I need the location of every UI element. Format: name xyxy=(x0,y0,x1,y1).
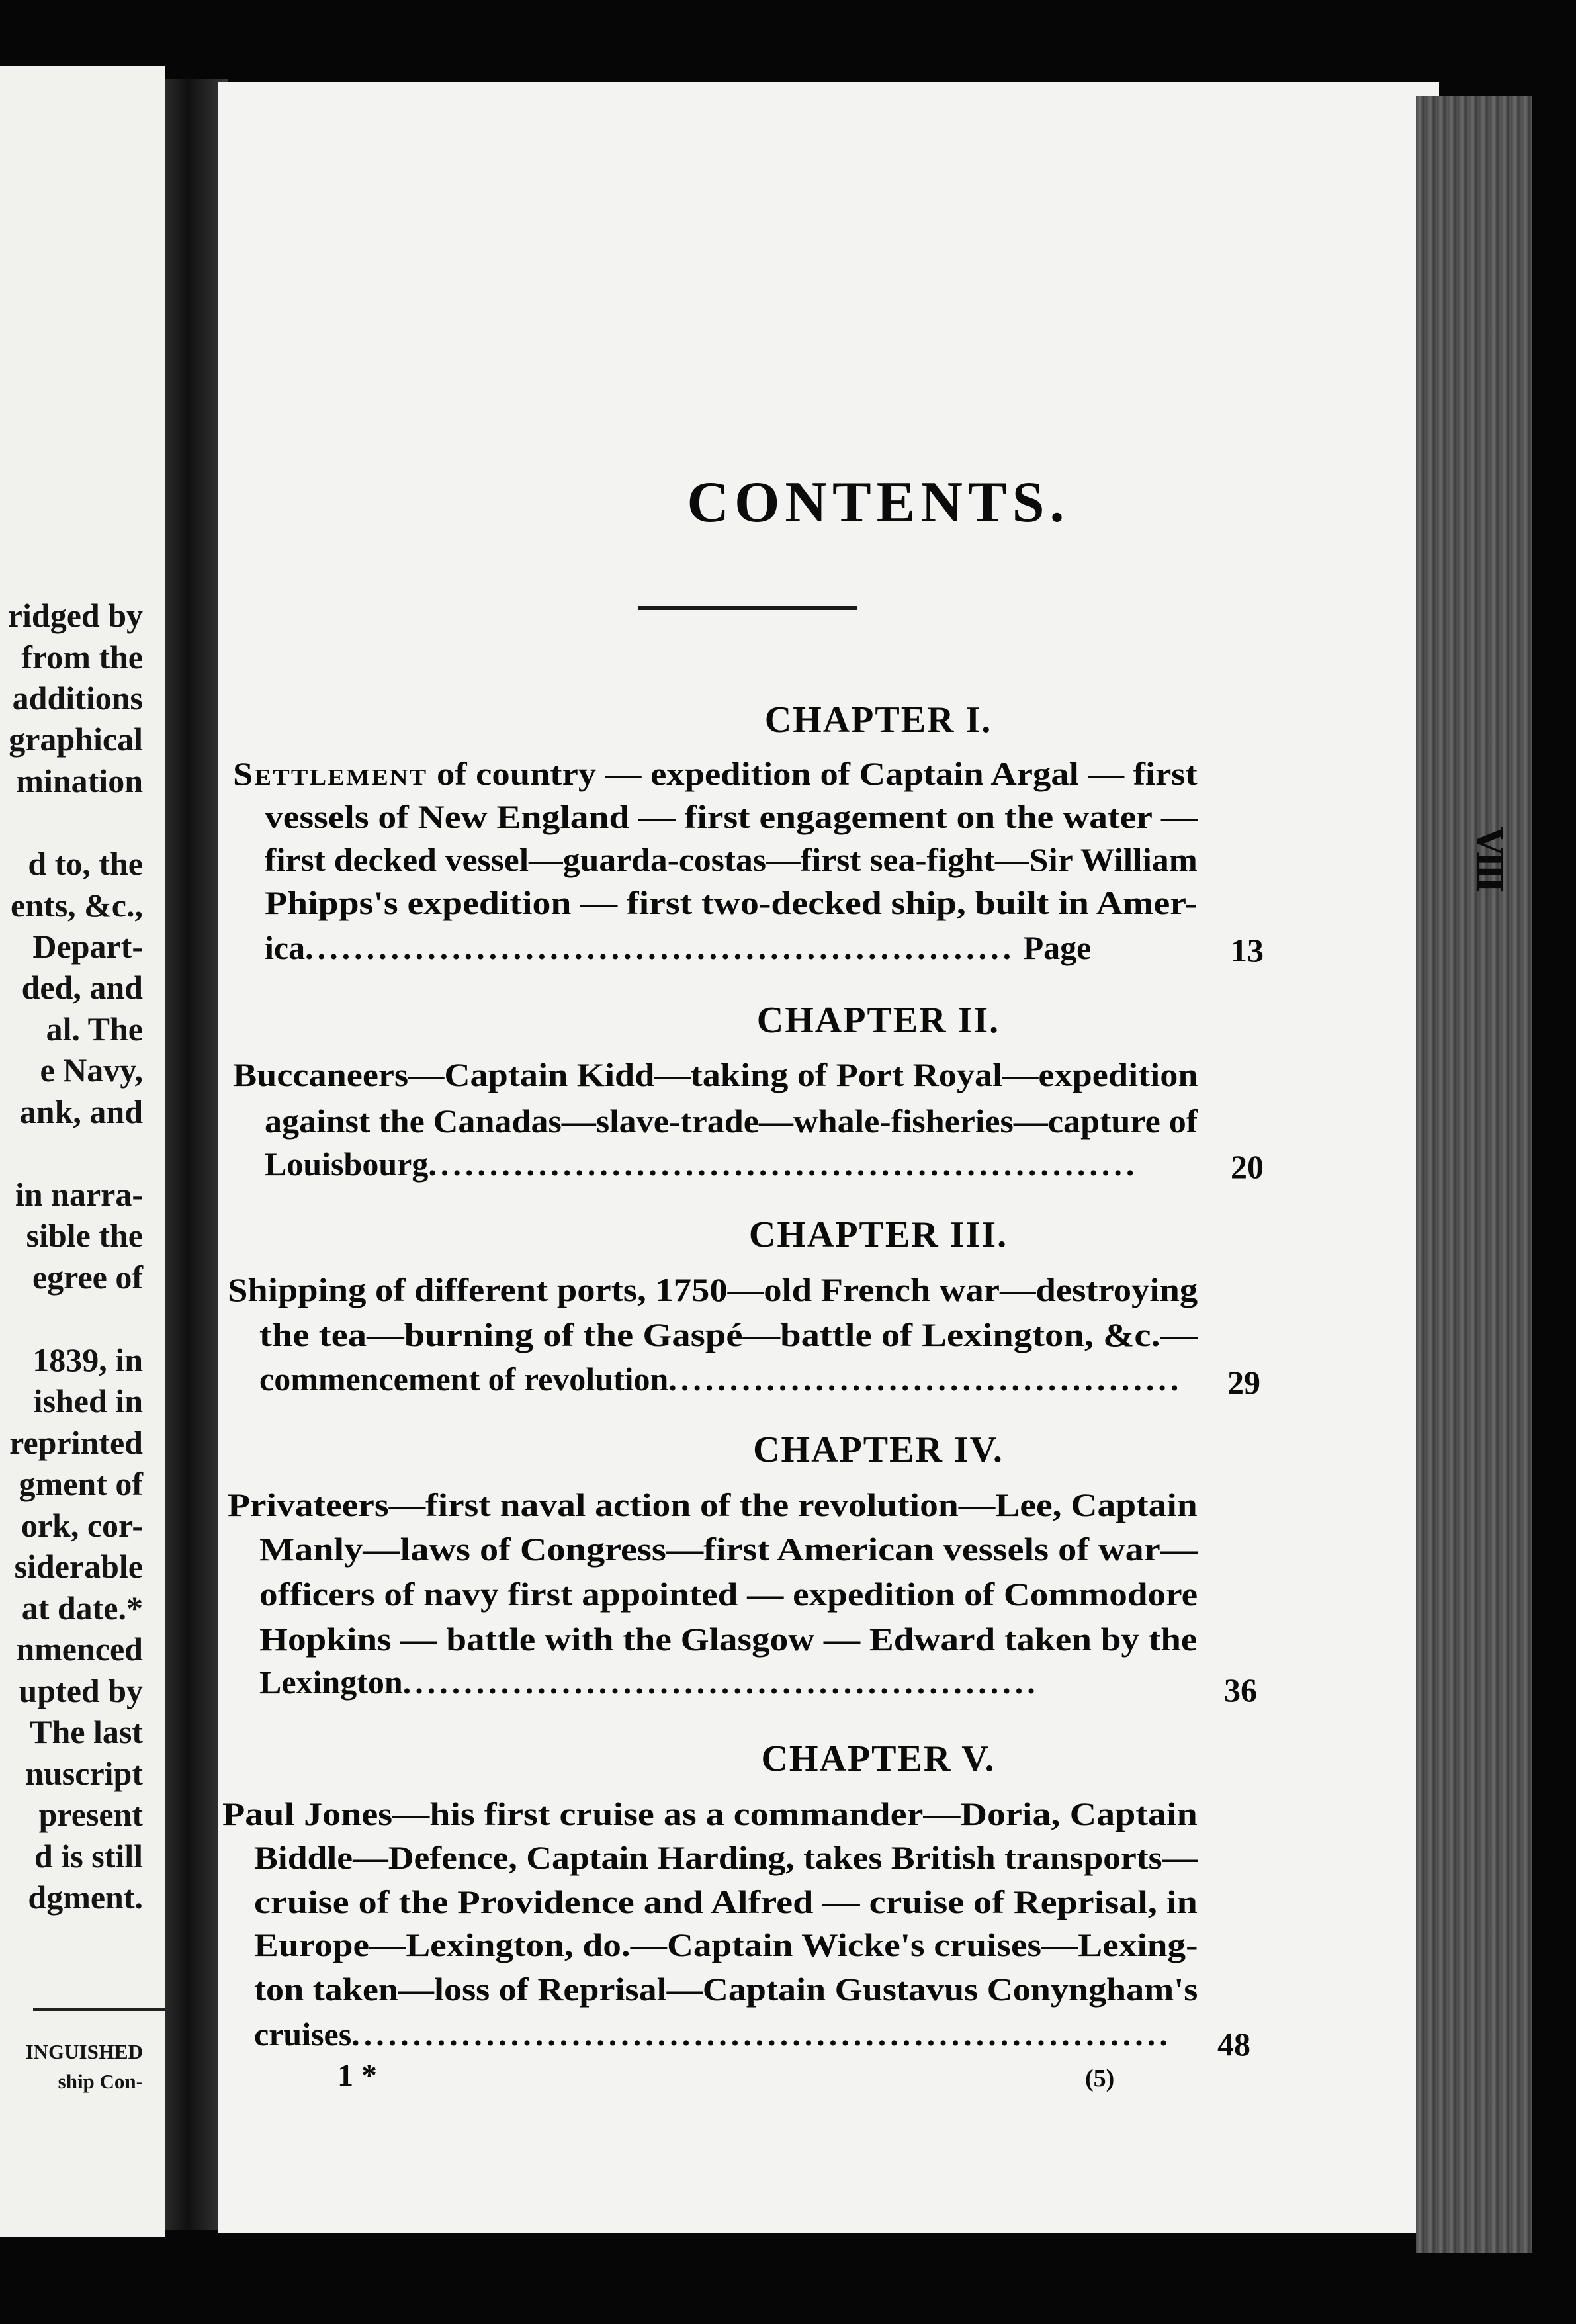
contents-page xyxy=(218,82,1439,2233)
chapter-heading: CHAPTER I. xyxy=(764,699,992,740)
title-rule xyxy=(638,606,857,610)
previous-page-line: at date.* xyxy=(21,1589,143,1627)
previous-page-fragment xyxy=(0,66,165,2237)
entry-line: Phipps's expedition — first two-decked ship, built in Amer- xyxy=(265,884,1198,921)
entry-line: vessels of New England — first engagement on the water — xyxy=(265,798,1198,835)
page-number: 48 xyxy=(1217,2026,1250,2063)
previous-page-line: e Navy, xyxy=(40,1051,143,1089)
previous-page-line: dgment. xyxy=(28,1879,143,1916)
previous-page-line: upted by xyxy=(19,1672,143,1709)
page-folio: (5) xyxy=(1085,2065,1115,2092)
chapter-heading: CHAPTER IV. xyxy=(753,1429,1004,1470)
page-number: 20 xyxy=(1231,1148,1264,1185)
previous-page-line: graphical xyxy=(9,721,143,758)
entry-line: ton taken—loss of Reprisal—Captain Gustavus Conyngham's xyxy=(254,1971,1198,2008)
previous-page-line: ork, cor- xyxy=(21,1507,143,1544)
footnote-rule xyxy=(33,2008,165,2011)
entry-line: Europe—Lexington, do.—Captain Wicke's cruises—Lexing- xyxy=(254,1926,1198,1963)
previous-page-line: from the xyxy=(21,639,143,676)
entry-text: Louisbourg xyxy=(265,1145,429,1183)
previous-page-line: ank, and xyxy=(19,1093,143,1130)
entry-line: Manly—laws of Congress—first American vessels of war— xyxy=(259,1531,1198,1568)
previous-page-line: present xyxy=(38,1796,143,1833)
footnote-line: INGUISHED xyxy=(25,2040,143,2063)
previous-page-line: sible the xyxy=(26,1217,143,1254)
entry-line: officers of navy first appointed — expedition of Commodore xyxy=(259,1576,1198,1613)
previous-page-line: d is still xyxy=(34,1838,143,1875)
entry-line: the tea—burning of the Gaspé—battle of Lexington, &c.— xyxy=(259,1316,1198,1353)
dot-leader: .......................................................... xyxy=(428,1145,1139,1183)
page-title: CONTENTS. xyxy=(687,470,1070,535)
entry-text: ica xyxy=(265,929,306,966)
entry-line: Hopkins — battle with the Glasgow — Edward taken by the xyxy=(259,1621,1198,1658)
entry-line: Buccaneers—Captain Kidd—taking of Port Royal—expedition xyxy=(233,1056,1198,1093)
previous-page-line: nuscript xyxy=(25,1755,143,1792)
entry-line-last xyxy=(254,2018,1172,2051)
entry-line: cruise of the Providence and Alfred — cruise of Reprisal, in xyxy=(254,1883,1198,1920)
previous-page-line: d to, the xyxy=(28,845,143,882)
entry-line: Biddle—Defence, Captain Harding, takes British transports— xyxy=(254,1839,1198,1876)
previous-page-line: ded, and xyxy=(21,969,143,1006)
dot-leader: ................................................................... xyxy=(351,2016,1172,2053)
entry-line: Shipping of different ports, 1750—old French war—destroying xyxy=(228,1271,1198,1308)
previous-page-line: gment of xyxy=(19,1465,143,1502)
previous-page-line: nmenced xyxy=(16,1631,143,1668)
previous-page-line: The last xyxy=(30,1713,143,1750)
dot-leader: .................................................... xyxy=(402,1664,1039,1701)
page-prefix: Page xyxy=(1023,929,1092,966)
footnote-line: ship Con- xyxy=(58,2070,143,2093)
previous-page-line: in narra- xyxy=(15,1176,143,1213)
edge-mark: VIII xyxy=(1468,827,1510,889)
entry-line xyxy=(233,757,1198,790)
page-number: 36 xyxy=(1224,1672,1257,1709)
entry-line-last xyxy=(259,1666,1039,1699)
page-number: 29 xyxy=(1227,1364,1260,1401)
dot-leader: .......................................................... xyxy=(305,929,1016,966)
page-number: 13 xyxy=(1231,932,1264,969)
signature-mark: 1 * xyxy=(337,2058,377,2093)
previous-page-line: egree of xyxy=(32,1259,143,1296)
entry-line: Paul Jones—his first cruise as a commander—Doria, Captain xyxy=(222,1795,1198,1832)
entry-line-last xyxy=(265,931,1091,964)
entry-lead-word: Settlement xyxy=(233,755,428,792)
entry-line: first decked vessel—guarda-costas—first sea-fight—Sir William xyxy=(265,841,1198,878)
chapter-heading: CHAPTER III. xyxy=(748,1214,1008,1255)
entry-text: Lexington xyxy=(259,1664,403,1701)
previous-page-line: mination xyxy=(16,762,143,799)
book-fore-edge xyxy=(1416,96,1532,2253)
previous-page-line: al. The xyxy=(46,1010,143,1048)
previous-page-line: reprinted xyxy=(9,1424,143,1461)
entry-line-last xyxy=(265,1147,1138,1181)
entry-line-last xyxy=(259,1363,1182,1396)
previous-page-line: ridged by xyxy=(7,597,143,634)
chapter-heading: CHAPTER II. xyxy=(756,1000,1000,1041)
previous-page-line: additions xyxy=(12,680,143,717)
entry-text: cruises xyxy=(254,2016,352,2053)
previous-page-line: siderable xyxy=(14,1548,143,1585)
entry-line: Privateers—first naval action of the revolution—Lee, Captain xyxy=(228,1486,1198,1523)
previous-page-line: ents, &c., xyxy=(11,887,143,924)
previous-page-line: ished in xyxy=(33,1382,143,1419)
previous-page-line: 1839, in xyxy=(32,1341,143,1378)
chapter-heading: CHAPTER V. xyxy=(761,1738,996,1779)
entry-line: against the Canadas—slave-trade—whale-fisheries—capture of xyxy=(265,1102,1198,1140)
entry-text: of country — expedition of Captain Argal — first xyxy=(427,755,1198,792)
entry-text: commencement of revolution xyxy=(259,1361,669,1398)
previous-page-line: Depart- xyxy=(32,928,143,965)
dot-leader: .......................................... xyxy=(668,1361,1183,1398)
